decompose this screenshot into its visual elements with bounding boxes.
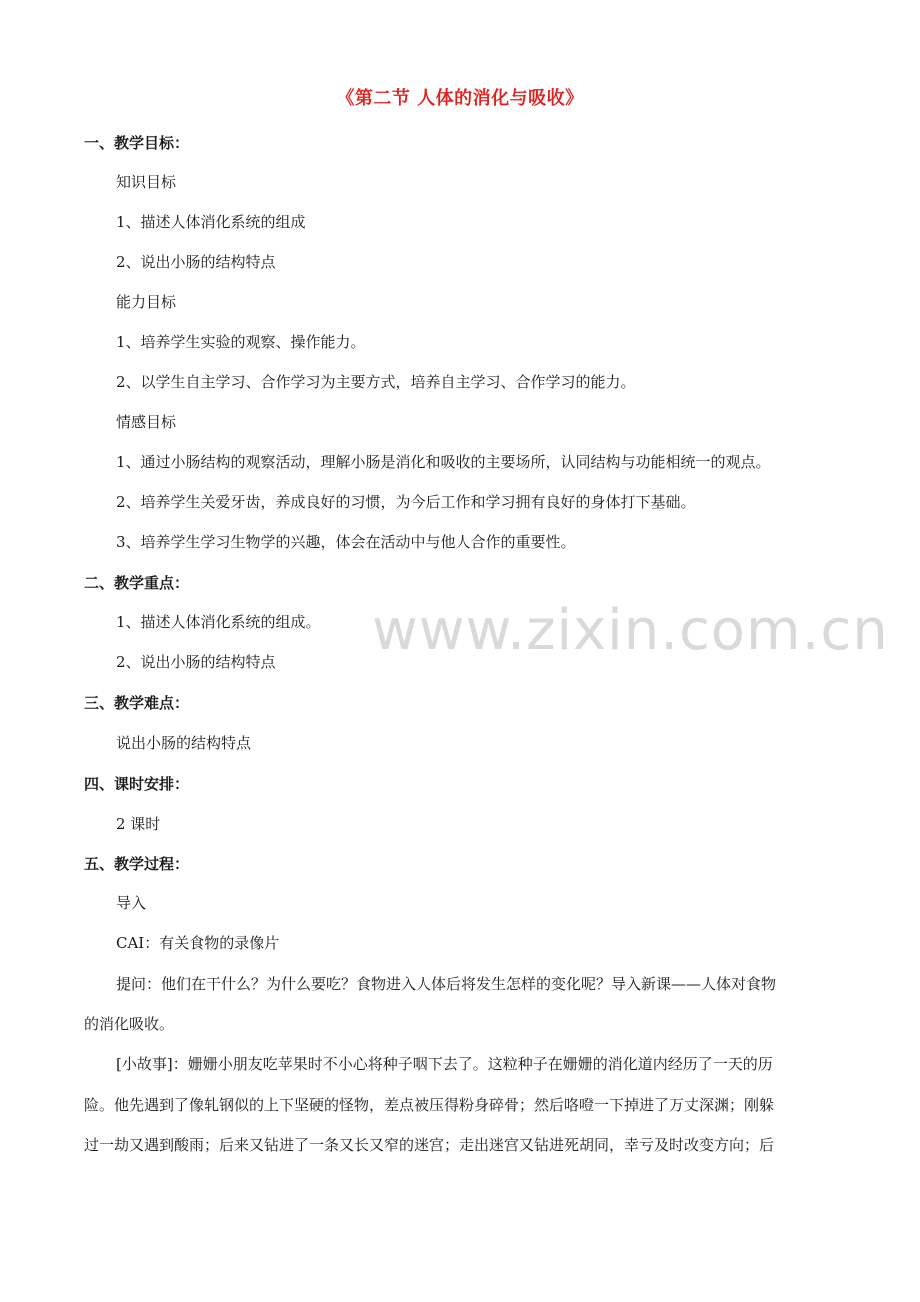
- emotion-goal-1: 1、通过小肠结构的观察活动，理解小肠是消化和吸收的主要场所，认同结构与功能相统一的观点。: [116, 453, 771, 471]
- key-point-1: 1、描述人体消化系统的组成。: [116, 613, 321, 631]
- page-title: 《第二节 人体的消化与吸收》: [336, 88, 584, 109]
- process-intro: 导入: [116, 894, 147, 912]
- emotion-goal-2: 2、培养学生关爱牙齿，养成良好的习惯，为今后工作和学习拥有良好的身体打下基础。: [116, 493, 696, 511]
- section-heading-key-points: 二、教学重点：: [84, 574, 190, 592]
- process-story-line-3: 过一劫又遇到酸雨；后来又钻进了一条又长又窄的迷宫；走出迷宫又钻进死胡同，幸亏及时改变方向；后: [84, 1136, 775, 1154]
- schedule-hours: 2 课时: [116, 815, 161, 833]
- ability-goal-2: 2、以学生自主学习、合作学习为主要方式，培养自主学习、合作学习的能力。: [116, 373, 636, 391]
- emotion-goal-label: 情感目标: [116, 413, 177, 431]
- section-heading-objectives: 一、教学目标：: [84, 134, 190, 152]
- process-question-line-1: 提问：他们在干什么？为什么要吃？食物进入人体后将发生怎样的变化呢？导入新课——人体对食物: [116, 975, 777, 993]
- watermark: www.zixin.com.cn: [372, 598, 889, 663]
- emotion-goal-3: 3、培养学生学习生物学的兴趣，体会在活动中与他人合作的重要性。: [116, 533, 576, 551]
- process-story-line-1: [小故事]：姗姗小朋友吃苹果时不小心将种子咽下去了。这粒种子在姗姗的消化道内经历了一天的历: [116, 1055, 773, 1073]
- key-point-2: 2、说出小肠的结构特点: [116, 653, 276, 671]
- process-story-line-2: 险。他先遇到了像轧钢似的上下坚硬的怪物，差点被压得粉身碎骨；然后咯噔一下掉进了万丈深渊；刚躲: [84, 1096, 775, 1114]
- ability-goal-1: 1、培养学生实验的观察、操作能力。: [116, 333, 366, 351]
- knowledge-goal-label: 知识目标: [116, 173, 177, 191]
- section-heading-difficulties: 三、教学难点：: [84, 694, 190, 712]
- difficulty-1: 说出小肠的结构特点: [116, 734, 252, 752]
- knowledge-goal-1: 1、描述人体消化系统的组成: [116, 213, 306, 231]
- section-heading-process: 五、教学过程：: [84, 855, 190, 873]
- process-cai: CAI：有关食物的录像片: [116, 934, 280, 952]
- ability-goal-label: 能力目标: [116, 293, 177, 311]
- section-heading-schedule: 四、课时安排：: [84, 775, 190, 793]
- process-question-line-2: 的消化吸收。: [84, 1015, 175, 1033]
- knowledge-goal-2: 2、说出小肠的结构特点: [116, 253, 276, 271]
